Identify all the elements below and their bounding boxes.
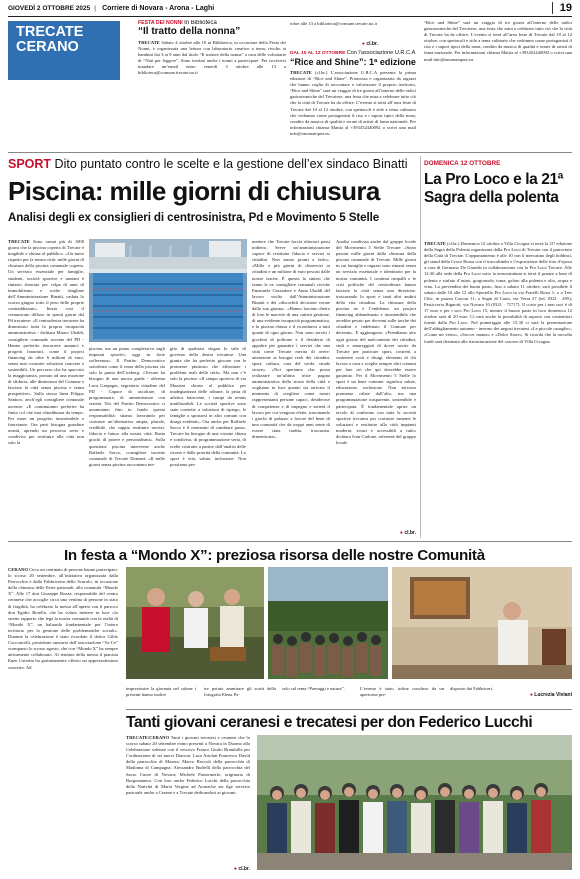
pool-photo [89, 239, 247, 342]
story-kicker-tag: FESTA DEI NONNI [138, 20, 183, 26]
lead-column-5-text: Analisi condivisa anche dal gruppo locale del Movimento 5 Stelle Trecate: «Sono passati mille giorni dalla chiusura della piscina comunale di Trecate. Mille giorni in cui famiglie e ragazzi sono rimasti senza un servizio essenziale e identitario per la nostra comunità. I continui rimpalli e le crisi politiche del centrodestra hanno lasciato la città senza una direzione, trascurando lo sport e tanti altri ambiti della vita cittadina. La chiusura della piscina ne è l’emblema: un project financing abbandonato e insostenibile che avrebbe pesato per decenni sulle tasche dei cittadini e indebitato il Comune per decenni». E aggiungono: «Prendiamo atto ogni giorno del malcontento dei cittadini, stufi e amareggiati di dover uscire da Trecate per praticare sport, costretti a sostenere costi e disagi, elementi di chi lavora a casa e sceglie sempre altri comuni per fare ciò che qui dovrebbe essere garantito. Per il Movimento 5 Stelle lo sport è un bene comune: significa salute, educazione, inclusione. Non servono promesse calate dall’alto, ma una programmazione trasparente, sostenibile e partecipata. È fondamentale aprire un tavolo di confronto con tutte le società sportive trecatesi per costruire insieme le soluzioni e restituire alla città impianti moderni, sicuri e accessibili a tutti» dichiara Ivan Carlone, referente del gruppo locale. [336, 239, 416, 446]
giovani-body [126, 735, 250, 870]
story-kicker-place: Con l’associazione U.R.C.A [346, 50, 416, 56]
story-body [290, 70, 416, 137]
mondo-caption-col4: L’evento è stato, infine concluso da un apericena pre- [360, 686, 444, 698]
mondo-signature: ● Lucrezia Viviani [529, 692, 572, 699]
sidebar-body [424, 241, 572, 537]
story-text-continuation: tobre alle 13 a biblioteca@comune.trecate.no.it ● cl.br. [290, 21, 378, 47]
giovani-headline: Tanti giovani ceranesi e trecatesi per don Federico Lucchi [126, 714, 533, 731]
giovani-dateline: TRECATE/CERANO [126, 735, 170, 740]
masthead: GIOVEDÌ 2 OTTOBRE 2025 | Corriere di Novara - Arona - Laghi 19 [8, 2, 572, 14]
lead-signature: ● cl.br. [399, 530, 416, 536]
giovani-signature: ● cl.br. [233, 866, 250, 872]
masthead-date: GIOVEDÌ 2 OTTOBRE 2025 [8, 4, 91, 12]
lead-headline: Piscina: mille giorni di chiusura [8, 176, 380, 206]
section-tab-line1: TRECATE [16, 24, 84, 40]
story-festa-nonni [138, 20, 286, 152]
lead-column-5 [336, 239, 416, 529]
story-kicker [290, 50, 416, 56]
story-kicker-place: In Biblioteca [184, 20, 217, 26]
sidebar-kicker: DOMENICA 12 OTTOBRE [424, 160, 501, 167]
lead-overline-text: Dito puntato contro le scelte e la gestione dell’ex sindaco Binatti [54, 157, 408, 171]
story-kicker-tag: DAL 10 AL 12 OTTOBRE [290, 51, 346, 56]
section-divider [126, 709, 572, 710]
sidebar-text: (cl.br.) Domenica 12 ottobre a Villa Cicogna si terrà la 21ª edizione della Sagra della Polenta organizzata dalla Pro Loco di Trecate con il patrocinio della Città di Trecate. L’appuntamento è alle 10 con il mercatino degli hobbisti, gli stand della Croce Rossa con il truccabimbi e l’esposizione delle foto d’epoca a cura di Germano De Grandis in collaborazione con la Pro Loco Trecate. Alle 12:30 alla sede della Pro Loco sotto la tensostruttura si terrà il pranzo a base di polenta e stufato d’asino, gorgonzola, toma, gelato alla polenta e olio, acqua e vino. La prevendita dei buoni pasto, fino a sabato 11 ottobre, sarà possibile il sabato dalle 10 alle 12 allo Sportello Pro Loco in via Fratelli Rossi 1; o a Tres Chic, in piazza Cavour 11; a Segni di Carta, via Verra 27 (tel. 0321 · 495); Pasticceria Bignotti, via Novara 10 (0321 · 71717). Il costo per i non soci è di 17 euro e per i soci Pro Loco 15, mentre il buono pasto in loco domenica 12 ottobre sarà di 20 euro. Ci sarà anche la possibilità di asporto con contenitori forniti dalla Pro Loco. Nel pomeriggio alle 15.30 ci sarà la presentazione dell’abbigliamento autunno - inverno dei negozi trecatesi «Le piccole canaglie», «Come mi vesto», «Soccer mania» e «Dolce Store». Si ricorda che la raccolta fondi sarà destinata alla ristrutturazione del cascero di Villa Cicogna. [424, 241, 572, 344]
page-number-divider [552, 2, 553, 14]
story-title: “Rice and Shine”: 1ª edizione [290, 57, 416, 67]
sidebar-headline: La Pro Loco e la 21ª Sagra della polenta [424, 171, 564, 206]
section-tab-line2: CERANO [16, 39, 79, 55]
lead-column-4-text: mettere che Trecate faccia ulteriori passi indietro. Serve un’amministrazione capace di restituire fiducia e servizi ai cittadini. Non siamo pronti a farlo». «Mille e più giorni di disservizi ai cittadini e un milione di euro pescati dalle nostre tasche. È questa la sintesi che fanno le ex consigliere comunali civiche Emanuela Cazzadore e Anna Ubaldi del lavoro svolto dall’Amministrazione Binatti e dei «discorbili decisioni verate dalla sua giunta». «Hanno lasciato dietro di loro le macerie di una cattiva gestione, di una evidente incapacità programmatica, e la piscina chiusa e il ricondurrsi a tutti quanti di ogni giorno. Non sono serviti i giochini di poltrone e il desiderio di appalire per garantire i servizi che una città come Trecate merita di avere: attenzione ai bisogni reali dei cittadini, sport, cultura, cura del verde, strade sicure». «Noi speriamo che possa realizzare un’ultima triste pagina amministrativa della storia della città e vogliamo in luce quanto sia arrivato il momento di scegliere come nostri rappresentanti persone capaci, desiderose di competenze e di impegno e serietà il lavoro per cui vengono elette, trascinando i giochi di palazzo a favore del bene di una comunità che da troppi anni sente di essere stata tradita, trascurata, dimenticata». [252, 239, 330, 439]
mondo-text: Circa un centinaio di persone hanno partecipato, lo scorso 20 settembre, all’iniziativa organizzata dalla Parrocchia e dalla Fabbriceria dello Scurolo, in occasione della chiusura delle Feste patronali, alla comunità “Mondo X”. Alle 17 don Giuseppe Rozza, responsabile del centro ceranese che accoglie circa una ventina di persone in stato di fragilità, ha celebrato la messa all’aperto con il parroco don Egidio Borella, che ha voluto mettere in luce «lo stretto rapporto che lega la nostra comunità con la realtà di “Mondo X”, un baluardo fondamentale per l’intero territorio per la gestione delle problematiche sociali». Durante la celebrazione è stato ricordato il dottor Gildo Cocconcelli, presidente onorario dell’associazione “Vo-Ce” scomparso lo scorso agosto, che con “Mondo X” ha sempre attivamente collaborato. Al termine della messa il pianista Enzo Carretta ha gratuitamente offerto un apprezzatissimo concerto. Ad [8, 567, 118, 670]
lead-column-3 [170, 346, 246, 536]
lead-column-2 [89, 346, 165, 536]
lead-column-2-text: piscina, ma un piano complessivo sugli impianti sportivi, oggi in forte sofferenza». Il Partito Democratico sottolinea come il tema della piscina sia solo la punta dell’iceberg: «Trecate ha bisogno di una nuova guida - afferma Luca Gaspagni, segretario cittadino del PD - Capace di ascoltare, di programmare, di amministrare con serietà. Noi del Partito Democratico ci assumiamo fino in fondo questa responsabilità: stiamo lavorando per costruire un’alternativa ampia, plurale, credibile, che sappia restituire servizi, fiducia e futuro alla nostra città. Basta giochi di potere e personalismi». Sulla questione piscina interviene anche Raffaele Sacco, consigliere uscente comunale di Trecate Domani: «Il mille giorni senza piscina raccontano me- [89, 346, 165, 467]
lead-column-4 [252, 239, 330, 536]
mondo-photo-painting [392, 567, 572, 679]
giovani-text: Tanti i giovani trecatesi e ceranesi che lo scorso sabato 20 settembre erano presenti a Novara in Duomo alla Celebrazione solenne con il vescovo Franco Giulio Brambilla per l’ordinazione di sei nuovi Diaconi: Luca Artolan Francesco David della parrocchia di Masera; Marco Boccoli della parrocchia di Madonna di Campagna; Alessandro Buffelli della parrocchia del Sacro Cuore di Novara; Michele Pastormerlo, originario di Borgomanero. Con loro anche Federico Lucchi della parrocchia della Natività di Maria Vergine ad Aronache sta ilge servizio pastorale anche a Cerano e a Trecate dedicandosi ai giovani. [126, 735, 250, 795]
section-divider [8, 541, 572, 542]
lead-column-1 [8, 239, 84, 536]
lead-column-1-text: Sono ormai più di 1000 giorni che la piscina coperta di Trecate è inagibile e chiusa al pubblico. «Un mese rispetto per la nostra città: mille giorni di chiusura della piscina comunale coperta. Un servizio essenziale per famiglie, studenti, società sportive e anziani è rimasto sbarrato per colpa di anni di immobilismo e scelte sbagliate dell’Amministrazione Binatti, caduta lo scorso giugno sotto il peso delle proprie contraddizioni». Inizia così il comunicato diffuso in questi giorni dal Pd trecatese: «Il centrodestra trecatese ha dimostrato tutta la propria incapacità amministrativa - dichiara Mauro Ubaldi, consigliere comunale uscente del PD - Hanno preferito rincorrere annunci e progetti faraonici, come il project financing da oltre 6 milioni di euro, senza mai costruire soluzioni concrete e sostenibili. Un percorso che ha spaccato la maggioranza, portato ad una mozione di sfiducia, alle dimissioni del Comune e lasciato la città senza piscina e senza prospettive». Sulla stessa linea Filippo Santoro, anch’egli consigliere comunale uscente: «E continuiamo preferire ha finito col che mai chiudibuara da tempo. Per mare un progetto insostenibile e fuorviante. Ora però bisogna guardare avanti, aprendo un percorso serio e condiviso per restituire alla città non solo la [8, 239, 84, 446]
mondo-caption-col5: disposto dai Fabbriceri. ● Lucrezia Viviani [450, 686, 572, 699]
mondo-photo-crowd [268, 567, 388, 679]
section-divider [8, 152, 572, 153]
lead-column-3-text: glio di qualsiasi slogan lo stile di governo della destra trecatese. Una giunta che ha preferito giocare con le promesse piuttosto che affrontare i problemi reali della città». Ma non c’è solo la piscina: «Il campo sportivo di via Mazzini chiuso al pubblico per inadeguatezza delle tribune, la pista di atletica fatiscente, i campi da tennis inutilizzabili. Le società sportive sono state costrette a soluzioni di ripiego, le famiglie a spostarsi in altri comuni con disagi evidenti». Ora anche per Raffaele Sacco è il momento di cambiare passo. Trecate ha bisogno di una visione chiara e condivisa, di programmazione seria, di scelte costruite a partire dall’analisi delle risorse e dalle priorità della comunità. Lo sport è vita, salute, inclusione. Non possiamo per- [170, 346, 246, 467]
masthead-divider [8, 16, 572, 17]
mondo-headline: In festa a “Mondo X”: preziosa risorsa delle nostre Comunità [64, 547, 485, 564]
story-rice-and-shine [290, 50, 416, 150]
mondo-body [8, 567, 118, 873]
story-text: (cl.br.) L’associazione U.R.C.A presenta la prima edizione di “Rice and Shine”. Promossa e organizzata da ragazzi che hanno voglia di raccontare e valorizzare il proprio territorio, “Rice and Shine” sarà un viaggio di tre giorni all’interno delle radici gastronomiche del Trecatese, una festa che mira a celebrare tutto ciò che la città di Trecate ha da offrire. L’evento si terrà all’area feste di Trecate dal 10 al 12 ottobre, con spettacoli e stile a tema culinario che vedranno come protagonisti il riso e i sapori tipici della nona, condito da musica di qualità e serate di artisti di fama nazionale. Per informazioni chiama Mattia al +393452440092 o scrivi una mail info@onomatopea.eu. [290, 70, 416, 136]
story-body [138, 40, 286, 144]
story-text: Sabato 4 ottobre alle 10 in Biblioteca, in occasione della Festa dei Nonni, è organizzata una lettura con laboratorio creativo a tema, rivolto ai bambini dai 3 ai 9 anni dal titolo “Il trattore della nonna” a cura delle volontarie di “Nati per leggere”. Sono invitati anche i nonni a partecipare. Per iscriversi mandare un’email entro venerdì 3 ottobre alle 13 a biblioteca@comune.trecate.no.it [138, 40, 286, 76]
mondo-photo-priests [126, 567, 264, 679]
mondo-caption-col1: impreziosire la giornata nel salone i presenti hanno inoltre [126, 686, 196, 698]
story-title: “Il tratto della nonna” [138, 26, 241, 37]
mondo-caption-col3: solo sul tema “Paesaggi e natura”. [282, 686, 345, 691]
story-lead: TRECATE [290, 70, 312, 75]
section-tab[interactable] [8, 21, 120, 80]
lead-overline-tag: SPORT [8, 157, 52, 171]
sidebar-dateline: TRECATE [424, 241, 446, 246]
lead-dateline: TRECATE [8, 239, 30, 244]
giovani-group-photo [257, 735, 572, 870]
story-signature: cl.br. [366, 41, 378, 47]
sidebar-divider [420, 156, 421, 538]
page-number: 19 [559, 2, 572, 14]
mondo-dateline: CERANO [8, 567, 28, 572]
lead-subheadline: Analisi degli ex consiglieri di centrosinistra, Pd e Movimento 5 Stelle [8, 211, 380, 224]
mondo-caption-col2: tre potuto ammirare gli scatti della fotografa Elena Pa- [204, 686, 276, 698]
story-lead: TRECATE [138, 40, 160, 45]
masthead-paper-name: Corriere di Novara - Arona - Laghi [102, 4, 215, 12]
story-rice-continuation: “Rice and Shine” sarà un viaggio di tre giorni all’interno delle radici gastronomiche del Trecatese, una festa che mira a celebrare tutto ciò che la città di Trecate ha da offrire. L’evento si terrà all’area feste di Trecate dal 10 al 12 ottobre, con spettacoli e stile a tema culinario che vedranno come protagonisti il riso e i sapori tipici della nona, condito da musica di qualità e serate di artisti di fama nazionale. Per informazioni chiama Mattia al +393452440092 o scrivi una mail info@onomatopea.eu. [424, 20, 572, 62]
